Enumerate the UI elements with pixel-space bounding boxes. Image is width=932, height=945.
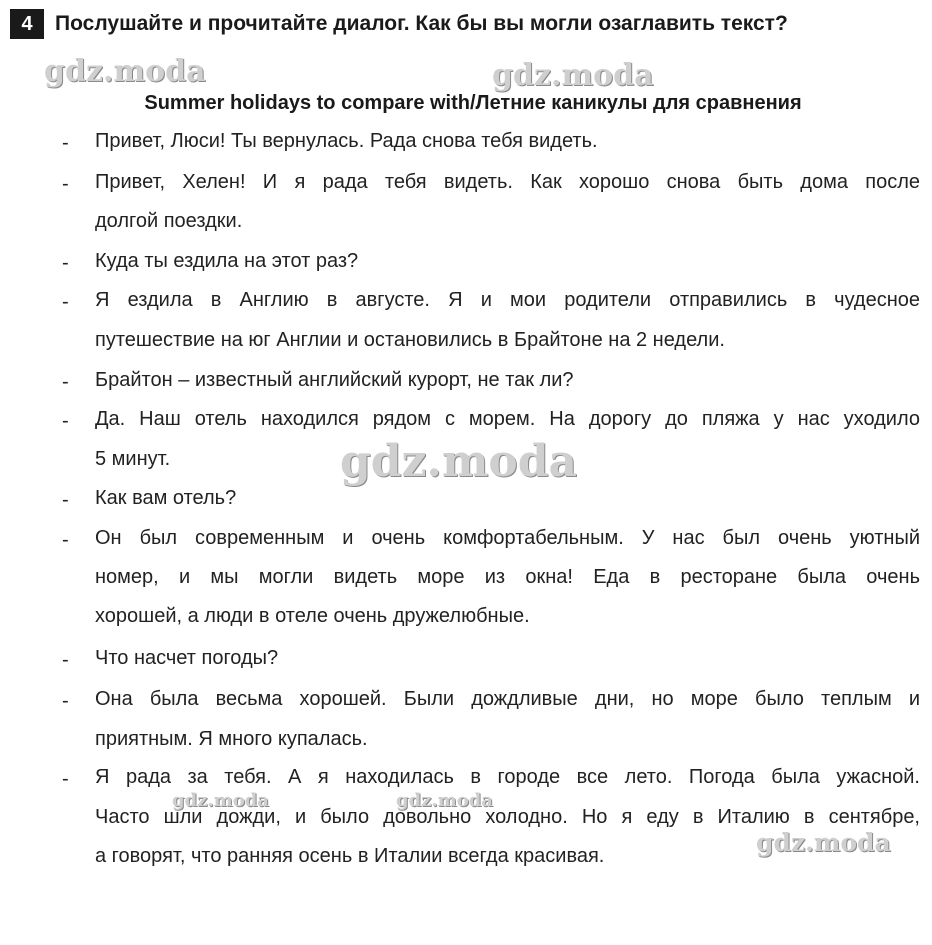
dialog-dash: - <box>62 768 69 790</box>
dialog-title: Summer holidays to compare with/Летние каникулы для сравнения <box>144 92 802 114</box>
dialog-line: 5 минут. <box>95 448 171 470</box>
dialog-dash: - <box>62 252 69 274</box>
dialog-line: Привет, Хелен! И я рада тебя видеть. Как хорошо снова быть дома после <box>95 171 920 193</box>
dialog-dash: - <box>62 291 69 313</box>
dialog-line: номер, и мы могли видеть море из окна! Еда в ресторане была очень <box>95 566 920 588</box>
dialog-dash: - <box>62 649 69 671</box>
dialog-dash: - <box>62 690 69 712</box>
dialog-line: приятным. Я много купалась. <box>95 728 368 750</box>
dialog-line: Он был современным и очень комфортабельным. У нас был очень уютный <box>95 527 920 549</box>
dialog-line: путешествие на юг Англии и остановились в Брайтоне на 2 недели. <box>95 329 725 351</box>
dialog-dash: - <box>62 371 69 393</box>
dialog-dash: - <box>62 529 69 551</box>
watermark: gdz.moda <box>172 790 269 811</box>
dialog-line: Как вам отель? <box>95 487 237 509</box>
watermark: gdz.moda <box>396 790 493 811</box>
dialog-line: Привет, Люси! Ты вернулась. Рада снова тебя видеть. <box>95 130 598 152</box>
exercise-instruction: Послушайте и прочитайте диалог. Как бы вы могли озаглавить текст? <box>55 12 788 35</box>
dialog-line: Да. Наш отель находился рядом с морем. На дорогу до пляжа у нас уходило <box>95 408 920 430</box>
dialog-line: Брайтон – известный английский курорт, не так ли? <box>95 369 574 391</box>
dialog-dash: - <box>62 410 69 432</box>
dialog-line: Я рада за тебя. А я находилась в городе все лето. Погода была ужасной. <box>95 766 920 788</box>
dialog-line: Часто шли дожди, и было довольно холодно. Но я еду в Италию в сентябре, <box>95 806 920 828</box>
dialog-line: Она была весьма хорошей. Были дождливые дни, но море было теплым и <box>95 688 920 710</box>
dialog-line: Что насчет погоды? <box>95 647 279 669</box>
dialog-dash: - <box>62 173 69 195</box>
dialog-line: а говорят, что ранняя осень в Италии всегда красивая. <box>95 845 605 867</box>
watermark: gdz.moda <box>340 436 578 487</box>
dialog-dash: - <box>62 489 69 511</box>
watermark: gdz.moda <box>492 58 654 93</box>
dialog-line: хорошей, а люди в отеле очень дружелюбные. <box>95 605 530 627</box>
watermark: gdz.moda <box>44 54 206 89</box>
dialog-line: Куда ты ездила на этот раз? <box>95 250 359 272</box>
dialog-dash: - <box>62 132 69 154</box>
exercise-header <box>10 9 788 39</box>
exercise-number-badge: 4 <box>10 9 44 39</box>
dialog-line: Я ездила в Англию в августе. Я и мои родители отправились в чудесное <box>95 289 920 311</box>
dialog-line: долгой поездки. <box>95 210 243 232</box>
watermark: gdz.moda <box>756 828 891 857</box>
